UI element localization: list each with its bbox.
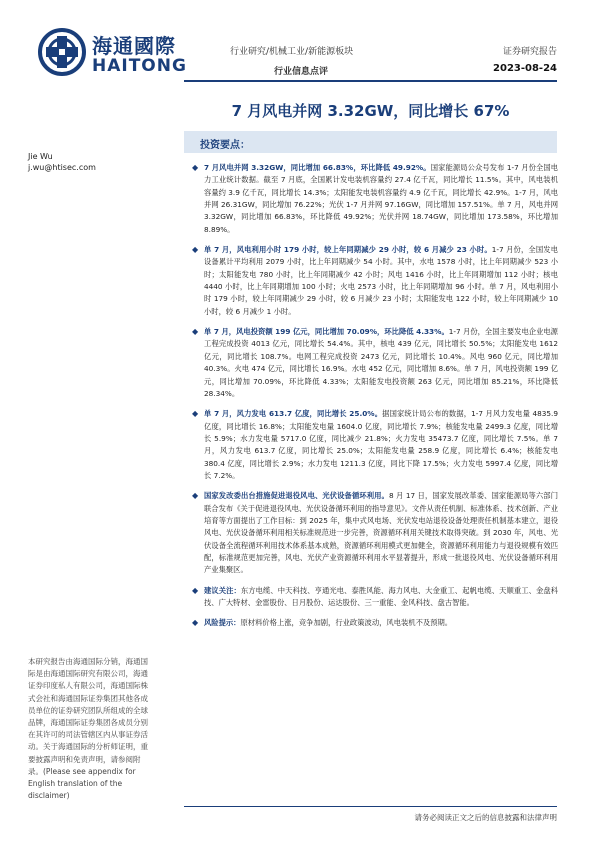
key-point-item [192, 585, 558, 610]
analyst-name: Jie Wu [28, 152, 53, 161]
analyst-email[interactable]: j.wu@htisec.com [28, 163, 96, 172]
footer-note: 请务必阅读正文之后的信息披露和法律声明 [414, 813, 557, 822]
key-point-lead: 单 7 月，风电投资额 199 亿元，同比增加 70.09%，环比降低 4.33%。 [204, 327, 449, 337]
key-point-lead: 风险提示： [204, 618, 241, 628]
diamond-bullet-icon: ◆ [192, 245, 199, 255]
logo-english-name: HAITONG [92, 56, 187, 76]
key-point-item [192, 408, 558, 482]
haitong-logo-icon [38, 28, 86, 76]
key-point-body: 1-7 月份，全国主要发电企业电源工程完成投资 4013 亿元，同比增长 54.4%。其中，核电 439 亿元，同比增长 50.5%；太阳能发电 1612 亿元，同比增长 108.7%。电网工程完成投资 2473 亿元，同比增长 10.4%。风电 960 亿元，同比增加 40.3%。火电 474 亿元，同比增长 16.9%。水电 452 亿元，同比增加 8.6%。单 7 月，风电投资额 199 亿元，同比增加 70.09%，环比降低 4.33%；太阳能发电投资额 263 亿元，同比增加 85.21%，环比降低 28.34%。 [204, 327, 558, 398]
key-point-lead: 单 7 月，风力发电 613.7 亿度，同比增长 25.0%。 [204, 409, 383, 419]
key-point-item [192, 244, 558, 318]
key-point-lead: 单 7 月，风电利用小时 179 小时，较上年同期减少 29 小时，较 6 月减少 23 小时。 [204, 245, 492, 255]
report-title: 7 月风电并网 3.32GW，同比增长 67% [231, 102, 510, 120]
report-date: 2023-08-24 [493, 63, 557, 74]
diamond-bullet-icon: ◆ [192, 491, 199, 501]
diamond-bullet-icon: ◆ [192, 585, 199, 595]
key-point-body: 国家能源局公众号发布 1-7 月份全国电力工业统计数据。截至 7 月底，全国累计发电装机容量约 27.4 亿千瓦，同比增长 11.5%。其中，风电装机容量约 3.9 亿千瓦，同比增长 14.3%；太阳能发电装机容量约 4.9 亿千瓦，同比增长 42.9%。1-7 月，风电并网 26.31GW，同比增加 76.22%；光伏 1-7 月并网 97.16GW，同比增加 157.51%。单 7 月，风电并网 3.32GW，同比增加 66.83%，环比降低 49.92%；光伏并网 18.74GW，同比增加 173.58%，环比增加 8.89%。 [204, 163, 558, 234]
key-point-body: 东方电缆、中天科技、亨通光电、泰胜风能、海力风电、大金重工、起帆电缆、天顺重工、金盘科技、广大特材、金雷股份、日月股份、运达股份、三一重能、金风科技、盘古智能。 [204, 585, 559, 607]
diamond-bullet-icon: ◆ [192, 163, 199, 172]
key-point-item [192, 617, 558, 629]
header-divider [184, 80, 557, 82]
diamond-bullet-icon: ◆ [192, 618, 199, 628]
key-points-label: 投资要点： [200, 140, 250, 151]
key-point-lead: 国家发改委出台措施促进退役风电、光伏设备循环利用。 [204, 491, 389, 501]
key-point-item [192, 162, 558, 236]
key-point-body: 原材料价格上涨，竞争加剧，行业政策波动，风电装机不及预期。 [240, 618, 453, 628]
key-point-lead: 建议关注： [204, 585, 241, 595]
logo-chinese-name: 海通國際 [92, 34, 176, 58]
key-point-item [192, 490, 558, 576]
key-point-body: 据国家统计局公布的数据，1-7 月风力发电量 4835.9 亿度，同比增长 16.8%；太阳能发电量 1604.0 亿度，同比增长 7.9%；核能发电量 2499.3 亿度，同比增长 5.9%；水力发电量 5717.0 亿度，同比减少 21.8%；火力发电 35473.7 亿度，同比增长 7.5%。单 7 月，风力发电 613.7 亿度，同比增长 25.0%；太阳能发电量 258.9 亿度，同比增长 6.4%；核能发电 380.4 亿度，同比增长 2.9%；水力发电 1211.3 亿度，同比下降 17.5%；火力发电 5997.4 亿度，同比增长 7.2%。 [204, 409, 558, 480]
key-point-item [192, 326, 558, 400]
industry-breadcrumb: 行业研究/机械工业/新能源板块 [230, 47, 354, 57]
footer-divider [184, 806, 557, 807]
key-point-lead: 7 月风电并网 3.32GW，同比增加 66.83%，环比降低 49.92%。 [204, 163, 431, 172]
disclaimer-note: 本研究报告由海通国际分销，海通国际是由海通国际研究有限公司，海通证券印度私人有限公司，海通国际株式会社和海通国际证券集团其他各成员单位的证券研究团队所组成的全球品牌，海通国际证券集团各成员分别在其许可的司法管辖区内从事证券活动。关于海通国际的分析师证明，重要披露声明和免责声明，请参阅附录。(Please see appendix for English translation of the disclaimer) [28, 657, 148, 801]
diamond-bullet-icon: ◆ [192, 409, 199, 419]
key-point-body: 8 月 17 日，国家发展改革委、国家能源局等六部门联合发布《关于促进退役风电、光伏设备循环利用的指导意见》。文件从责任机制、标准体系、技术创新、产业培育等方面提出了工作目标：到 2025 年，集中式风电场、光伏发电站退役设备处理责任机制基本建立，退役风电、光伏设备循环利用相关标准规范进一步完善，资源循环利用关键技术取得突破。到 2030 年，风电、光伏设备全流程循环利用技术体系基本成熟，资源循环利用模式更加健全，资源循环利用能力与退役规模有效匹配，标准规范更加完善，风电、光伏产业资源循环利用水平显著提升，形成一批退役风电、光伏设备循环利用产业集聚区。 [204, 491, 558, 575]
diamond-bullet-icon: ◆ [192, 327, 199, 337]
report-type: 行业信息点评 [274, 67, 329, 77]
key-points-list [192, 162, 558, 638]
key-point-body: 1-7 月份，全国发电设备累计平均利用 2079 小时，比上年同期减少 54 小时。其中，水电 1578 小时，比上年同期减少 523 小时；太阳能发电 780 小时，比上年同期减少 42 小时；风电 1416 小时，比上年同期增加 112 小时；核电 4440 小时，比上年同期增加 100 小时；火电 2573 小时，比上年同期增加 96 小时。单 7 月，风电利用小时 179 小时，较上年同期减少 29 小时，较 6 月减少 23 小时；太阳能发电 122 小时，较上年同期减少 10 小时，较 6 月减少 1 小时。 [204, 245, 558, 316]
report-category: 证券研究报告 [502, 47, 557, 57]
